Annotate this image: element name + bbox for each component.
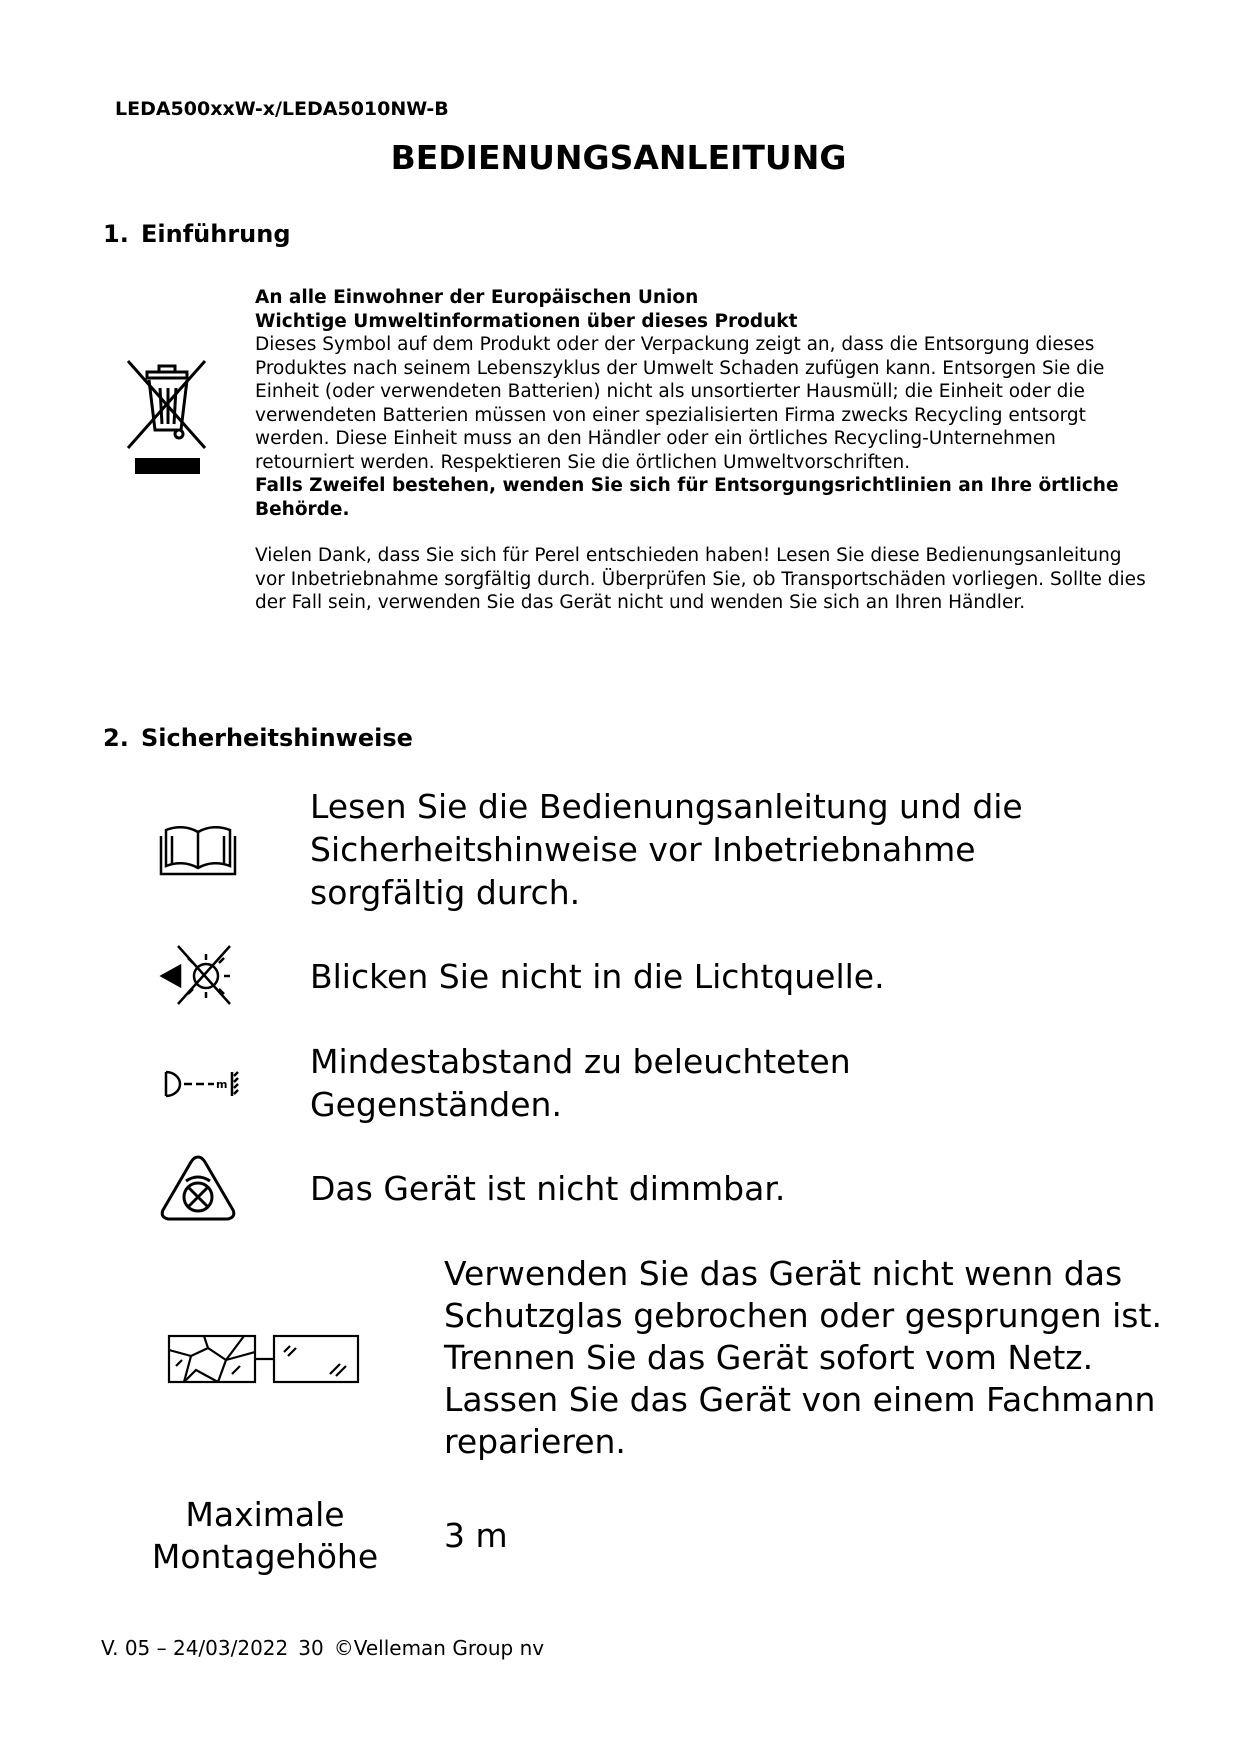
max-mounting-height-label: Maximale Montagehöhe xyxy=(151,1495,379,1576)
env-heading-info: Wichtige Umweltinformationen über dieses Produkt xyxy=(255,310,798,332)
page-footer xyxy=(101,1636,554,1660)
section-heading-safety xyxy=(103,724,413,752)
footer-page-number: 30 xyxy=(298,1636,324,1660)
section-title: Sicherheitshinweise xyxy=(141,724,413,752)
not-dimmable-icon xyxy=(158,1153,238,1229)
safety-broken-glass: Verwenden Sie das Gerät nicht wenn das Schutzglas gebrochen oder gesprungen ist. Trennen Sie das Gerät sofort vom Netz. Lassen Sie das Gerät von einem Fachmann reparieren. xyxy=(444,1254,1162,1461)
env-heading-eu: An alle Einwohner der Europäischen Union xyxy=(255,287,699,308)
section-number: 1. xyxy=(103,220,129,248)
model-number: LEDA500xxW-x/LEDA5010NW-B xyxy=(115,98,449,120)
section-heading-introduction xyxy=(103,220,291,248)
footer-version: V. 05 – 24/03/2022 xyxy=(101,1636,289,1660)
document-title-text: BEDIENUNGSANLEITUNG xyxy=(390,138,847,177)
section-title: Einführung xyxy=(141,220,291,248)
no-stare-light-icon xyxy=(158,944,238,1010)
distance-unit: m xyxy=(216,1078,228,1091)
broken-glass-icon xyxy=(166,1330,361,1392)
env-doubt-text: Falls Zweifel bestehen, wenden Sie sich für Entsorgungsrichtlinien an Ihre örtliche Behörde. xyxy=(255,475,1119,520)
safety-not-dimmable: Das Gerät ist nicht dimmbar. xyxy=(310,1169,786,1208)
environment-info xyxy=(255,286,1155,615)
document-title xyxy=(0,138,1241,177)
min-distance-icon xyxy=(160,1068,240,1104)
safety-min-distance: Mindestabstand zu beleuchteten Gegenständen. xyxy=(310,1042,851,1124)
read-manual-icon xyxy=(158,822,238,881)
safety-read-manual: Lesen Sie die Bedienungsanleitung und die Sicherheitshinweise vor Inbetriebnahme sorgfältig durch. xyxy=(310,787,1023,912)
section-number: 2. xyxy=(103,724,129,752)
thanks-text: Vielen Dank, dass Sie sich für Perel entschieden haben! Lesen Sie diese Bedienungsanleitung vor Inbetriebnahme sorgfältig durch. Überprüfen Sie, ob Transportschäden vorliegen. Sollte dies der Fall sein, verwenden Sie das Gerät nicht und wenden Sie sich an Ihren Händler. xyxy=(255,545,1146,613)
weee-bin-icon xyxy=(125,358,210,482)
safety-no-stare: Blicken Sie nicht in die Lichtquelle. xyxy=(310,957,885,996)
footer-copyright: ©Velleman Group nv xyxy=(333,1636,545,1660)
env-disposal-text: Dieses Symbol auf dem Produkt oder der Verpackung zeigt an, dass die Entsorgung dieses Produktes nach seinem Lebenszyklus der Umwelt Schaden zufügen kann. Entsorgen Sie die Einheit (oder verwendeten Batterien) nicht als unsortierter Hausmüll; die Einheit oder die verwendeten Batterien müssen von einer spezialisierten Firma zwecks Recycling entsorgt werden. Diese Einheit muss an den Händler oder ein örtliches Recycling-Unternehmen retourniert werden. Respektieren Sie die örtlichen Umweltvorschriften. xyxy=(255,334,1105,473)
max-mounting-height-value: 3 m xyxy=(444,1516,508,1555)
